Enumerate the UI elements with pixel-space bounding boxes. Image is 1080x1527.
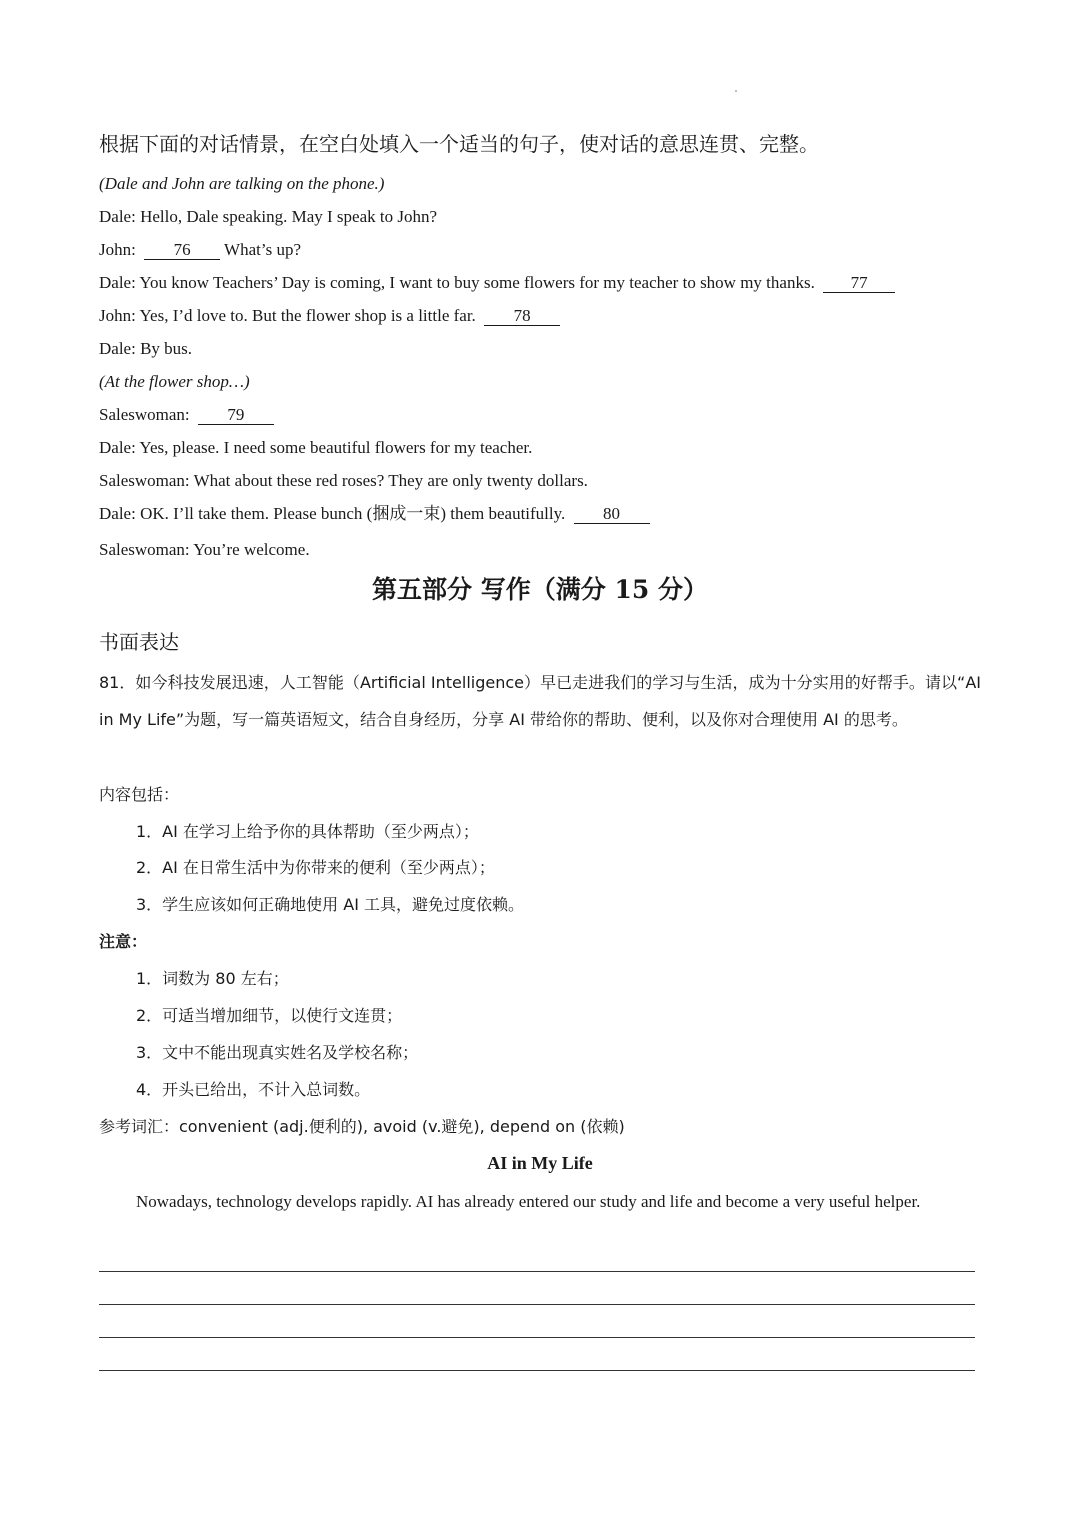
writing-line[interactable] [99,1370,975,1371]
dialogue-line: Saleswoman: 79 [99,404,274,426]
scene-note-shop: (At the flower shop…) [99,372,250,391]
answer-blank-77[interactable]: 77 [823,274,895,293]
dialogue-line: John: 76 What’s up? [99,240,301,259]
dialogue-line: Dale: OK. I’ll take them. Please bunch (捆成一束) them beautifully. 80 [99,503,650,525]
note-item: 1．词数为 80 左右； [136,969,289,988]
note-item: 3．文中不能出现真实姓名及学校名称； [136,1043,419,1062]
essay-opening: Nowadays, technology develops rapidly. AI has already entered our study and life and become a very useful helper. [136,1192,921,1211]
dialogue-line: John: Yes, I’d love to. But the flower shop is a little far. 78 [99,305,560,327]
essay-title: AI in My Life [487,1153,593,1173]
answer-blank-80[interactable]: 80 [574,505,650,524]
writing-line[interactable] [99,1304,975,1305]
content-item: 1．AI 在学习上给予你的具体帮助（至少两点）； [136,822,479,841]
notes-label: 注意： [99,932,148,951]
writing-line[interactable] [99,1271,975,1272]
note-item: 4．开头已给出，不计入总词数。 [136,1080,371,1099]
section-title: 第五部分 写作（满分 15 分） [372,575,708,604]
reference-vocab: 参考词汇：convenient (adj.便利的), avoid (v.避免), depend on (依赖) [99,1117,625,1136]
answer-blank-79[interactable]: 79 [198,406,274,425]
dialogue-line: Dale: Yes, please. I need some beautiful flowers for my teacher. [99,438,533,457]
dialogue-line: Dale: Hello, Dale speaking. May I speak to John? [99,207,438,226]
dialogue-line: Dale: You know Teachers’ Day is coming, I want to buy some flowers for my teacher to show my thanks. 77 [99,272,895,294]
dialogue-instructions: 根据下面的对话情景，在空白处填入一个适当的句子，使对话的意思连贯、完整。 [99,132,819,156]
scene-note-phone: (Dale and John are talking on the phone.) [99,174,385,193]
content-item: 2．AI 在日常生活中为你带来的便利（至少两点）； [136,858,495,877]
dialogue-line: Saleswoman: You’re welcome. [99,540,310,559]
answer-blank-76[interactable]: 76 [144,241,220,260]
writing-line[interactable] [99,1337,975,1338]
dialogue-line: Saleswoman: What about these red roses? They are only twenty dollars. [99,471,588,490]
content-label: 内容包括： [99,785,180,804]
answer-blank-78[interactable]: 78 [484,307,560,326]
writing-subhead: 书面表达 [99,630,179,654]
scan-speck [735,90,737,92]
question-81: 81．如今科技发展迅速，人工智能（Artificial Intelligence）早已走进我们的学习与生活，成为十分实用的好帮手。请以“AI in My Life”为题，写一篇英语短文，结合自身经历，分享 AI 带给你的帮助、便利，以及你对合理使用 AI 的思考。 [99,673,981,729]
note-item: 2．可适当增加细节，以使行文连贯； [136,1006,403,1025]
dialogue-line: Dale: By bus. [99,339,193,358]
content-item: 3．学生应该如何正确地使用 AI 工具，避免过度依赖。 [136,895,525,914]
